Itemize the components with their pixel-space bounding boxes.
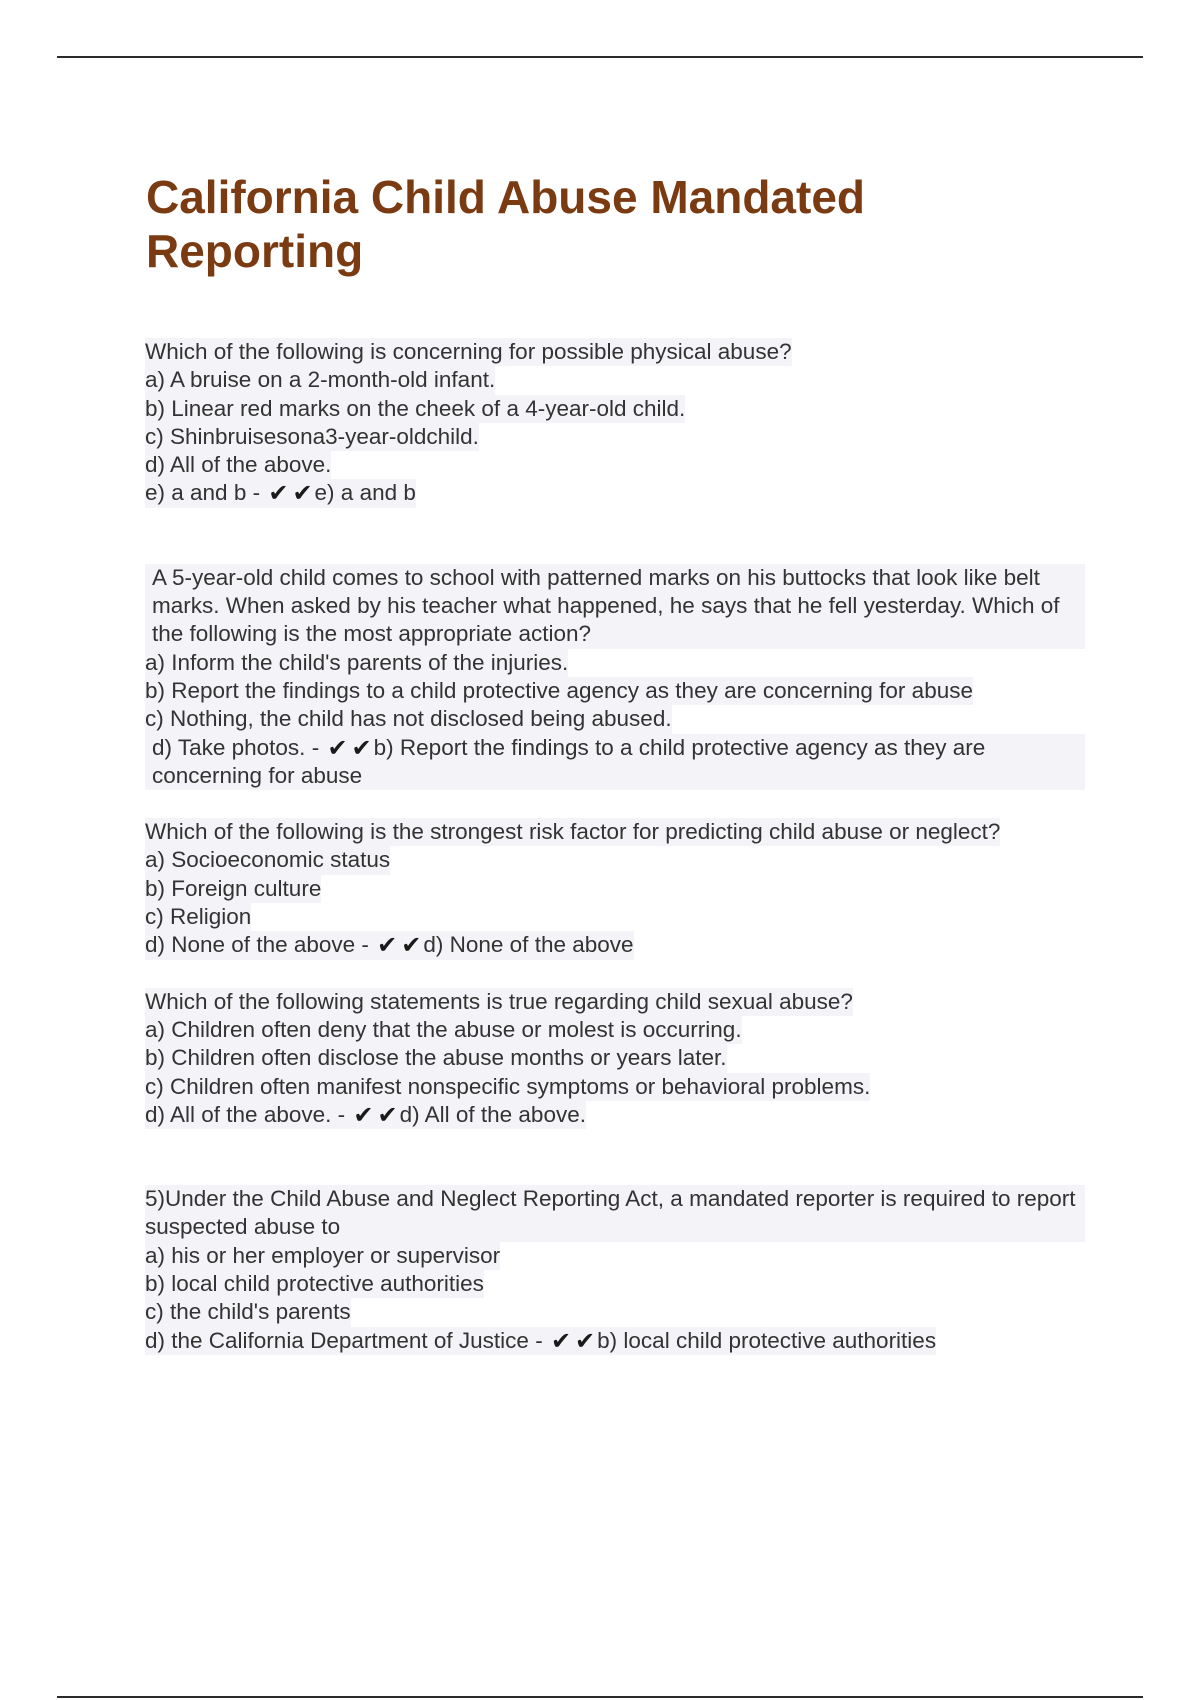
separator: - [528,1327,549,1353]
checkmark-icon: ✔ [377,1100,398,1129]
answer-option: b) Foreign culture [145,875,321,903]
answer-option: a) Inform the child's parents of the injuries. [145,649,568,677]
separator: - [355,932,376,958]
checkmark-icon: ✔ [353,1100,374,1129]
correct-answer: e) a and b [314,480,416,506]
checkmark-icon: ✔ [575,1326,596,1355]
checkmark-icon: ✔ [351,733,372,762]
answer-option: c) Religion [145,903,251,931]
question-stem: A 5-year-old child comes to school with patterned marks on his buttocks that look like belt marks. When asked by his teacher what happened, he says that he fell yesterday. Which of the following is the most appropriate action? [145,564,1085,649]
answer-option: a) his or her employer or supervisor [145,1242,500,1270]
answer-option: b) Linear red marks on the cheek of a 4-year-old child. [145,395,685,423]
answer-option: d) the California Department of Justice [145,1327,529,1353]
answer-line [145,734,1085,791]
question-2 [145,564,1085,790]
answer-option: d) None of the above [145,932,356,958]
answer-option: d) Take photos. [152,734,306,760]
document-title: California Child Abuse Mandated Reporting [146,171,866,277]
answer-line [145,479,416,507]
question-stem: Which of the following is the strongest risk factor for predicting child abuse or neglect? [145,818,1000,846]
answer-option: d) All of the above. [145,451,331,479]
answer-option: b) Report the findings to a child protective agency as they are concerning for abuse [145,677,973,705]
question-stem: 5)Under the Child Abuse and Neglect Reporting Act, a mandated reporter is required to report suspected abuse to [145,1185,1085,1242]
answer-line [145,931,634,959]
answer-option: c) the child's parents [145,1298,351,1326]
correct-answer: d) None of the above [423,932,634,958]
answer-line [145,1327,936,1355]
checkmark-icon: ✔ [377,931,398,960]
answer-option: c) Children often manifest nonspecific symptoms or behavioral problems. [145,1073,870,1101]
checkmark-icon: ✔ [550,1326,572,1355]
question-stem: Which of the following is concerning for possible physical abuse? [145,338,792,366]
top-rule [57,56,1143,58]
answer-option: a) Children often deny that the abuse or molest is occurring. [145,1016,742,1044]
separator: - [246,480,267,506]
answer-option: c) Nothing, the child has not disclosed being abused. [145,705,672,733]
correct-answer: b) local child protective authorities [597,1327,937,1353]
separator: - [331,1101,352,1127]
checkmark-icon: ✔ [292,479,313,508]
answer-option: c) Shinbruisesona3-year-oldchild. [145,423,479,451]
question-4 [145,988,1085,1129]
question-1 [145,338,1085,508]
answer-option: b) local child protective authorities [145,1270,484,1298]
answer-option: b) Children often disclose the abuse months or years later. [145,1044,727,1072]
separator: - [305,734,326,760]
checkmark-icon: ✔ [401,931,422,960]
checkmark-icon: ✔ [268,479,289,508]
question-5 [145,1185,1085,1355]
answer-option: e) a and b [145,480,247,506]
question-list [145,338,1085,1355]
correct-answer: d) All of the above. [399,1101,586,1127]
question-stem: Which of the following statements is true regarding child sexual abuse? [145,988,853,1016]
question-3 [145,818,1085,959]
bottom-rule [57,1696,1143,1698]
correct-answer: b) Report the findings to a child protective agency as they are concerning for abuse [152,734,992,788]
answer-option: a) A bruise on a 2-month-old infant. [145,366,495,394]
checkmark-icon: ✔ [327,733,348,762]
answer-option: d) All of the above. [145,1101,332,1127]
answer-option: a) Socioeconomic status [145,846,390,874]
answer-line [145,1101,586,1129]
